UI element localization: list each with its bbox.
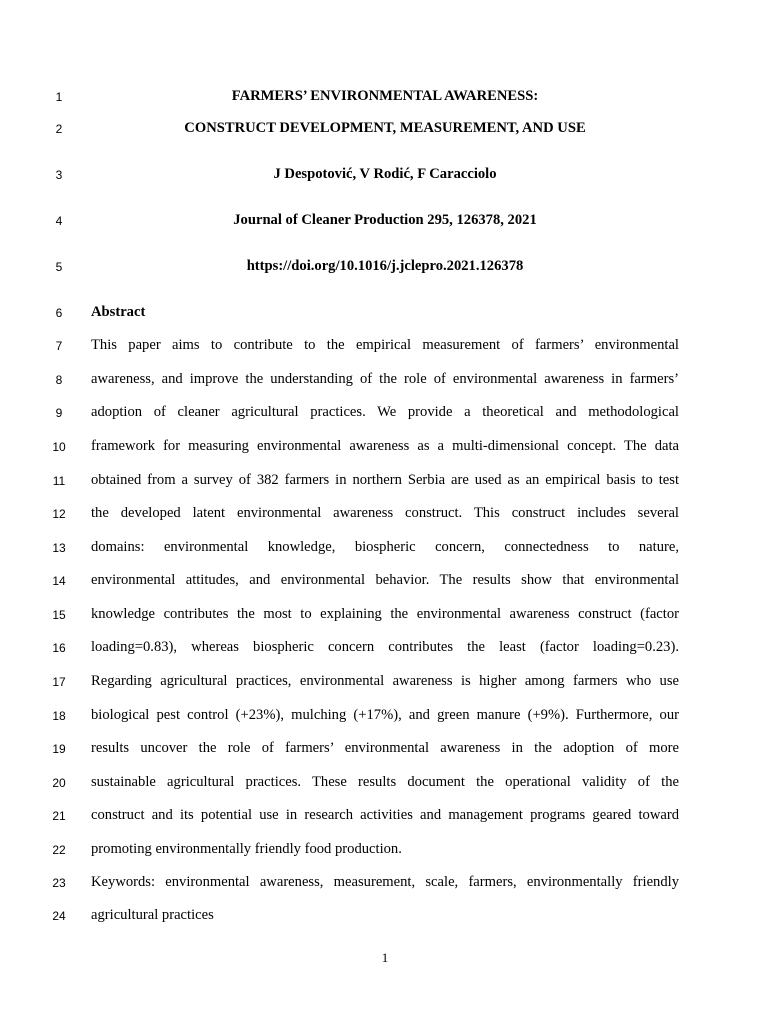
line-number: 12 (52, 507, 66, 521)
line-number: 23 (52, 876, 66, 890)
line-number: 5 (55, 260, 63, 274)
line-number: 2 (55, 122, 63, 136)
abstract-heading: Abstract (91, 304, 146, 320)
paper-line (0, 86, 770, 106)
page-number: 1 (381, 950, 389, 965)
abstract-text-line: the developed latent environmental awareness construct. This construct includes several (91, 505, 679, 521)
paper-line (0, 210, 770, 230)
abstract-text-line: awareness, and improve the understanding of the role of environmental awareness in farmers’ (91, 371, 679, 387)
paper-line (0, 738, 770, 758)
paper-line (0, 905, 770, 925)
abstract-text-line: biological pest control (+23%), mulching (+17%), and green manure (+9%). Furthermore, our (91, 707, 679, 723)
line-number: 19 (52, 742, 66, 756)
abstract-text-line: promoting environmentally friendly food production. (91, 841, 402, 857)
paper-line (0, 839, 770, 859)
abstract-text-line: framework for measuring environmental awareness as a multi-dimensional concept. The data (91, 438, 679, 454)
line-number: 9 (55, 406, 63, 420)
line-number: 7 (55, 339, 63, 353)
paper-line (0, 604, 770, 624)
line-number: 10 (52, 440, 66, 454)
paper-line (0, 637, 770, 657)
paper-line (0, 118, 770, 138)
line-number: 1 (55, 90, 63, 104)
line-number: 8 (55, 373, 63, 387)
paper-line (0, 872, 770, 892)
paper-line (0, 537, 770, 557)
paper-line (0, 256, 770, 276)
abstract-text-line: knowledge contributes the most to explaining the environmental awareness construct (factor (91, 606, 679, 622)
abstract-text-line: This paper aims to contribute to the empirical measurement of farmers’ environmental (91, 337, 679, 353)
abstract-text-line: results uncover the role of farmers’ environmental awareness in the adoption of more (91, 740, 679, 756)
abstract-text-line: construct and its potential use in research activities and management programs geared toward (91, 807, 679, 823)
line-number: 18 (52, 709, 66, 723)
paper-line (0, 705, 770, 725)
abstract-text-line: environmental attitudes, and environmental behavior. The results show that environmental (91, 572, 679, 588)
line-number: 22 (52, 843, 66, 857)
line-number: 24 (52, 909, 66, 923)
paper-line (0, 402, 770, 422)
line-number: 3 (55, 168, 63, 182)
paper-line (0, 805, 770, 825)
paper-line (0, 302, 770, 322)
paper-line (0, 369, 770, 389)
keywords-line: Keywords: environmental awareness, measurement, scale, farmers, environmentally friendly (91, 874, 679, 890)
line-number: 15 (52, 608, 66, 622)
paper-line (0, 335, 770, 355)
paper-line (0, 570, 770, 590)
paper-title-line-2: CONSTRUCT DEVELOPMENT, MEASUREMENT, AND USE (184, 120, 586, 136)
line-number: 4 (55, 214, 63, 228)
line-number: 13 (52, 541, 66, 555)
abstract-text-line: adoption of cleaner agricultural practices. We provide a theoretical and methodological (91, 404, 679, 420)
paper-title-line-1: FARMERS’ ENVIRONMENTAL AWARENESS: (231, 88, 539, 104)
doi-link[interactable]: https://doi.org/10.1016/j.jclepro.2021.126378 (246, 258, 524, 274)
line-number: 20 (52, 776, 66, 790)
line-number: 16 (52, 641, 66, 655)
journal-reference: Journal of Cleaner Production 295, 126378, 2021 (233, 212, 537, 228)
line-number: 14 (52, 574, 66, 588)
line-number: 6 (55, 306, 63, 320)
abstract-text-line: sustainable agricultural practices. These results document the operational validity of the (91, 774, 679, 790)
abstract-text-line: loading=0.83), whereas biospheric concern contributes the least (factor loading=0.23). (91, 639, 679, 655)
paper-line (0, 503, 770, 523)
paper-line (0, 671, 770, 691)
paper-line (0, 164, 770, 184)
abstract-text-line: domains: environmental knowledge, biospheric concern, connectedness to nature, (91, 539, 679, 555)
abstract-text-line: obtained from a survey of 382 farmers in northern Serbia are used as an empirical basis to test (91, 472, 679, 488)
line-number: 11 (52, 474, 66, 488)
line-number: 17 (52, 675, 66, 689)
paper-line (0, 470, 770, 490)
paper-line (0, 772, 770, 792)
keywords-line: agricultural practices (91, 907, 214, 923)
line-number: 21 (52, 809, 66, 823)
authors: J Despotović, V Rodić, F Caracciolo (273, 166, 497, 182)
abstract-text-line: Regarding agricultural practices, environmental awareness is higher among farmers who use (91, 673, 679, 689)
paper-line (0, 436, 770, 456)
